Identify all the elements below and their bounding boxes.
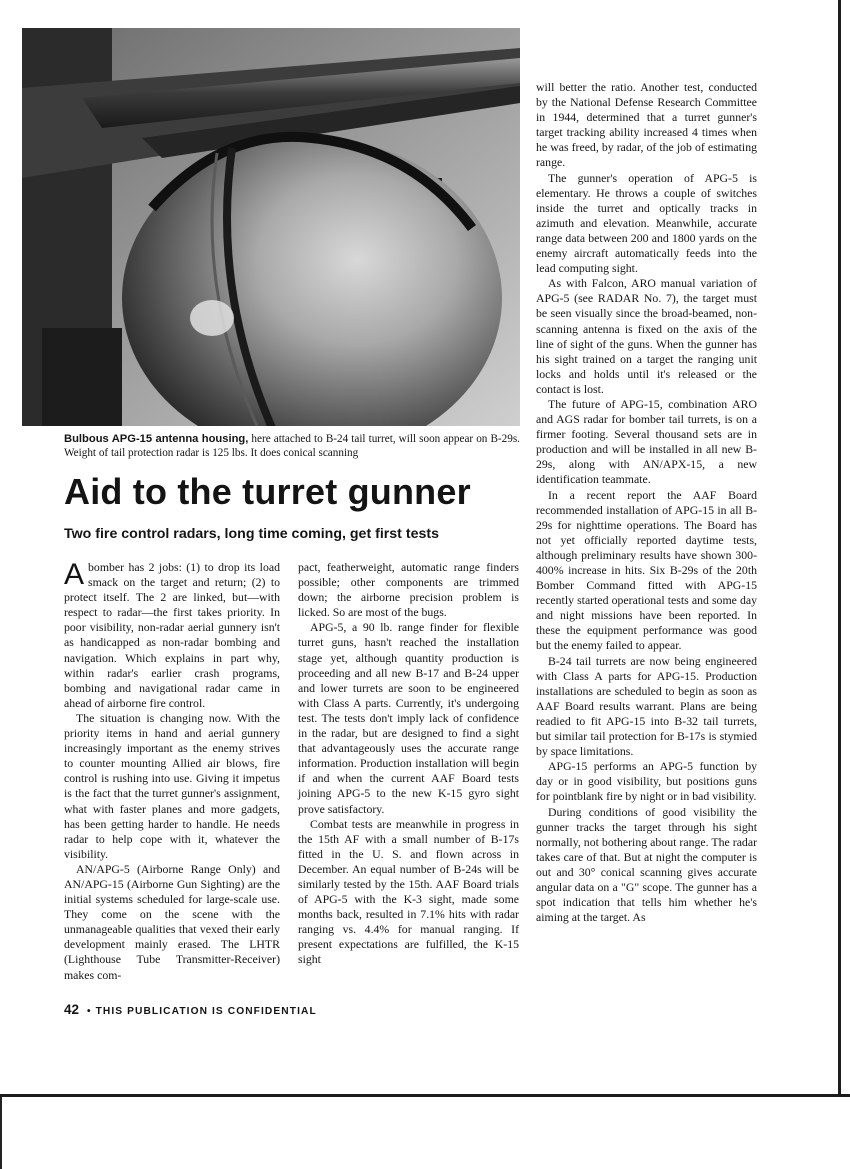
paragraph: will better the ratio. Another test, conducted by the National Defense Research Committee in 1944, determined that a turret gunner's target tracking ability increased 4 times when he was freed, by radar, of the job of estimating range. (536, 80, 757, 170)
paragraph: pact, featherweight, automatic range finders possible; other components are trimmed down; the airborne precision problem is licked. So are most of the bugs. (298, 560, 519, 620)
paragraph: APG-5, a 90 lb. range finder for flexible turret guns, hasn't reached the installation stage yet, although quantity production is proceeding and all new B-17 and B-24 upper and lower turrets are soon to be engineered with Class A parts. Currently, it's undergoing test. The tests don't imply lack of confidence in the radar, but are designed to find a sight that advantageously uses the accurate range information. Production installation will begin if and when the current AAF Board tests joining APG-5 to the new K-15 gyro sight prove satisfactory. (298, 620, 519, 816)
paragraph: The situation is changing now. With the priority items in hand and aerial gunnery increasingly important as the enemy strives to counter mounting Allied air blows, fire control is rushing into use. Giving it impetus is the fact that the turret gunner's assignment, what with faster planes and more gadgets, has been getting harder to handle. He needs radar to help cope with it, whatever the visibility. (64, 710, 280, 861)
paragraph: The future of APG-15, combination ARO and AGS radar for bomber tail turrets, is on a firmer footing. Several thousand sets are in production and will be installed in all new B-29s, along with AN/APX-15, a new identification teammate. (536, 396, 757, 487)
column-2 (298, 560, 519, 968)
paragraph: As with Falcon, ARO manual variation of APG-5 (see RADAR No. 7), the target must be seen visually since the broad-beamed, non-scanning antenna is fixed on the axis of the line of sight of the guns. When the gunner has his sight trained on a target the ranging unit locks and holds until it's released or the contact is lost. (536, 276, 757, 396)
scan-edge-right (838, 0, 841, 1094)
caption-title: Bulbous APG-15 antenna housing, (64, 433, 249, 445)
column-3 (536, 80, 757, 925)
caption-text: here attached to B-24 tail turret, will soon appear on B-29s. Weight of tail protection radar is 125 lbs. It does conical scanning (64, 433, 520, 459)
confidential-notice: • THIS PUBLICATION IS CONFIDENTIAL (86, 1006, 317, 1017)
paragraph: B-24 tail turrets are now being engineered with Class A parts for APG-15. Production installations are scheduled to begin as soon as AAF Board results warrant. Plans are being readied to fit APG-15 into B-32 tail turrets, but similar tail protection for B-17s is stymied by space limitations. (536, 653, 757, 759)
paragraph: Combat tests are meanwhile in progress in the 15th AF with a small number of B-17s fitted in the U. S. and flown across in December. An equal number of B-24s will be similarly tested by the 15th. AAF Board trials of APG-5 with the K-3 sight, made some months back, resulted in 7.1% hits with radar ranging vs. 4.4% for manual ranging. If present expectations are fulfilled, the K-15 sight (298, 816, 519, 967)
paragraph: APG-15 performs an APG-5 function by day or in good visibility, but positions guns for pointblank fire by night or in bad visibility. (536, 759, 757, 804)
paragraph: During conditions of good visibility the gunner tracks the target through his sight normally, not bothering about range. The radar takes care of that. But at night the computer is out and 30° conical scanning gives accurate angular data on a "G" scope. The gunner has a spot indication that tells him whether he's aiming at the target. As (536, 804, 757, 925)
page-footer (64, 1002, 317, 1017)
antenna-photo-illustration (22, 28, 520, 426)
page-number: 42 (64, 1002, 80, 1017)
antenna-photo (22, 28, 520, 426)
column-1 (64, 560, 280, 983)
article-headline: Aid to the turret gunner (64, 471, 471, 512)
paragraph-text: bomber has 2 jobs: (1) to drop its load smack on the target and return; (2) to protect itself. The 2 are linked, but—with respect to radar—the first takes priority. In poor visibility, non-radar aerial gunnery isn't as handicapped as non-radar bombing and navigation. Which explains in part why, within radar's earlier crash programs, bombing and navigational radar came in ahead of airborne fire control. (64, 560, 280, 710)
scan-edge-left (0, 1097, 2, 1169)
photo-caption (64, 432, 520, 460)
paragraph: AN/APG-5 (Airborne Range Only) and AN/APG-15 (Airborne Gun Sighting) are the initial systems scheduled for large-scale use. They come on the scene with the unmanageable qualities that vexed their early development mainly erased. The LHTR (Lighthouse Tube Transmitter-Receiver) makes com- (64, 861, 280, 982)
scan-edge-bottom (0, 1094, 850, 1097)
paragraph: The gunner's operation of APG-5 is elementary. He throws a couple of switches inside the turret and optically tracks in azimuth and elevation. Meanwhile, accurate range data between 200 and 1800 yards on the enemy aircraft automatically feeds into the lead computing sight. (536, 170, 757, 276)
paragraph: In a recent report the AAF Board recommended installation of APG-15 in all B-29s for nighttime operations. The Board has not yet officially reported daytime tests, although preliminary results have shown 300-400% increase in hits. Six B-29s of the 20th Bomber Command fitted with APG-15 recently started operational tests and some day and night missions have been reported. In these the equipment performance was good but the enemy failed to appear. (536, 487, 757, 653)
paragraph (64, 560, 280, 711)
drop-cap: A (64, 558, 85, 591)
article-subheadline: Two fire control radars, long time coming, get first tests (64, 526, 439, 542)
